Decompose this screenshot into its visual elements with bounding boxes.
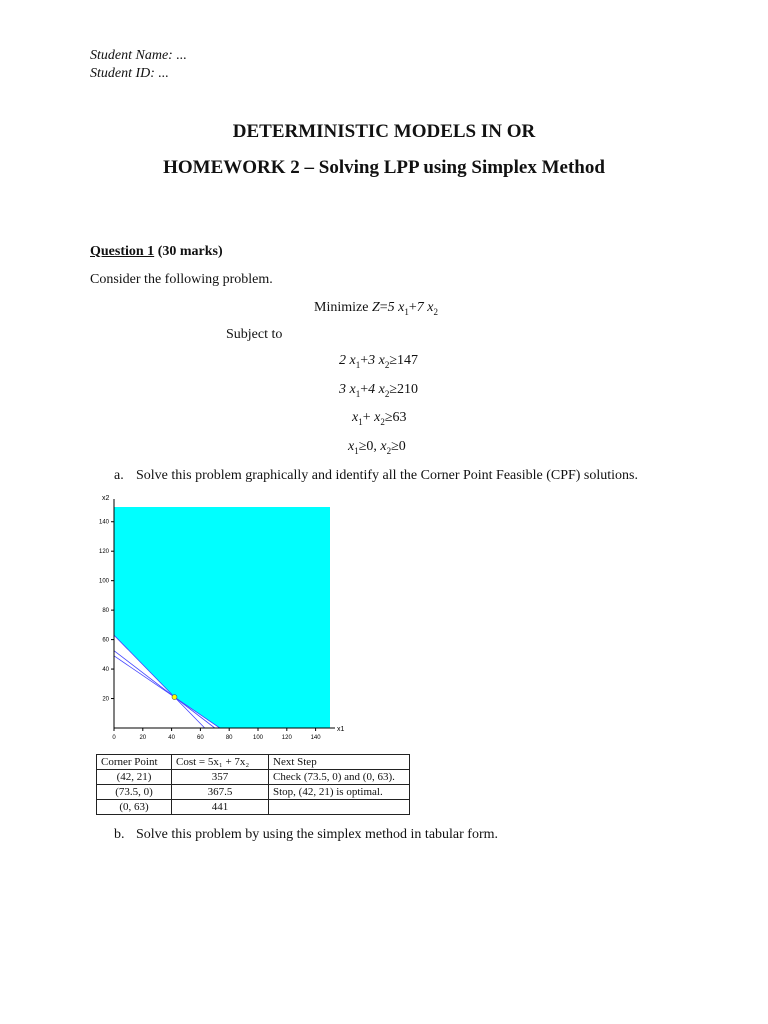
x-tick-label: 140 xyxy=(310,735,321,741)
table-header: Corner Point xyxy=(97,755,172,770)
x-tick-label: 80 xyxy=(225,735,233,741)
constraint-3: $x_1+ x_2\ge 63$ xyxy=(352,410,407,427)
y-tick-label: 80 xyxy=(102,608,109,615)
y-tick-label: 60 xyxy=(102,637,109,644)
table-cell: 357 xyxy=(172,770,269,785)
table-cell: 367.5 xyxy=(172,785,269,800)
table-cell: Stop, (42, 21) is optimal. xyxy=(269,785,410,800)
part-a-label: a. xyxy=(114,468,124,483)
y-tick-label: 120 xyxy=(98,549,109,556)
table-header: Next Step xyxy=(269,755,410,770)
y-axis-label: x2 xyxy=(102,495,110,502)
subject-to: Subject to xyxy=(226,327,283,342)
table-row xyxy=(97,785,410,800)
y-tick-label: 40 xyxy=(102,667,109,674)
x-tick-label: 20 xyxy=(139,735,147,741)
objective-line xyxy=(314,300,438,317)
x-axis-label: x1 xyxy=(337,726,345,733)
nonnegativity: $x_1\ge 0$, $x_2\ge 0$ xyxy=(348,439,406,456)
feasible-region xyxy=(114,507,330,728)
minimize-word: Minimize xyxy=(314,300,369,315)
constraint-2: 3 $x_1+4$ $x_2\ge 210$ xyxy=(339,382,419,399)
x-tick-label: 100 xyxy=(252,735,264,741)
table-cell: 441 xyxy=(172,800,269,815)
y-tick-label: 100 xyxy=(98,578,109,585)
table-cell: (42, 21) xyxy=(97,770,172,785)
feasible-region-chart xyxy=(90,492,350,748)
part-b-label: b. xyxy=(114,827,125,842)
optimal-point-marker xyxy=(172,695,177,700)
student-id: Student ID: ... xyxy=(90,66,169,81)
part-a-text: Solve this problem graphically and identify all the Corner Point Feasible (CPF) solutions. xyxy=(136,468,638,483)
constraint-1: 2 $x_1+3$ $x_2\ge 147$ xyxy=(339,353,419,370)
x-tick-label: 40 xyxy=(168,735,175,741)
homework-title: HOMEWORK 2 – Solving LPP using Simplex Method xyxy=(163,157,605,178)
part-b-text: Solve this problem by using the simplex method in tabular form. xyxy=(136,827,499,842)
table-cell: Check (73.5, 0) and (0, 63). xyxy=(269,770,410,785)
table-cell: (73.5, 0) xyxy=(97,785,172,800)
corner-point-table xyxy=(96,754,410,815)
question-heading xyxy=(90,244,223,260)
objective-function: Z=5 $x_1+7$ $x_2$ xyxy=(371,300,438,317)
table-cell: (0, 63) xyxy=(97,800,172,815)
table-cell xyxy=(269,800,410,815)
x-tick-label: 120 xyxy=(281,735,292,741)
question-marks: (30 marks) xyxy=(157,244,223,259)
y-tick-label: 140 xyxy=(98,519,109,526)
x-tick-label: 60 xyxy=(197,735,204,741)
table-header-row xyxy=(97,755,410,770)
document-title: DETERMINISTIC MODELS IN OR xyxy=(232,121,536,142)
student-name: Student Name: ... xyxy=(90,48,187,63)
question-label: Question 1 xyxy=(90,244,155,259)
table-row xyxy=(97,800,410,815)
table-row xyxy=(97,770,410,785)
x-tick-label: 0 xyxy=(112,735,116,741)
question-intro: Consider the following problem. xyxy=(90,272,273,287)
table-header: Cost = 5x₁ + 7x₂ xyxy=(172,755,269,770)
y-tick-label: 20 xyxy=(102,696,109,703)
